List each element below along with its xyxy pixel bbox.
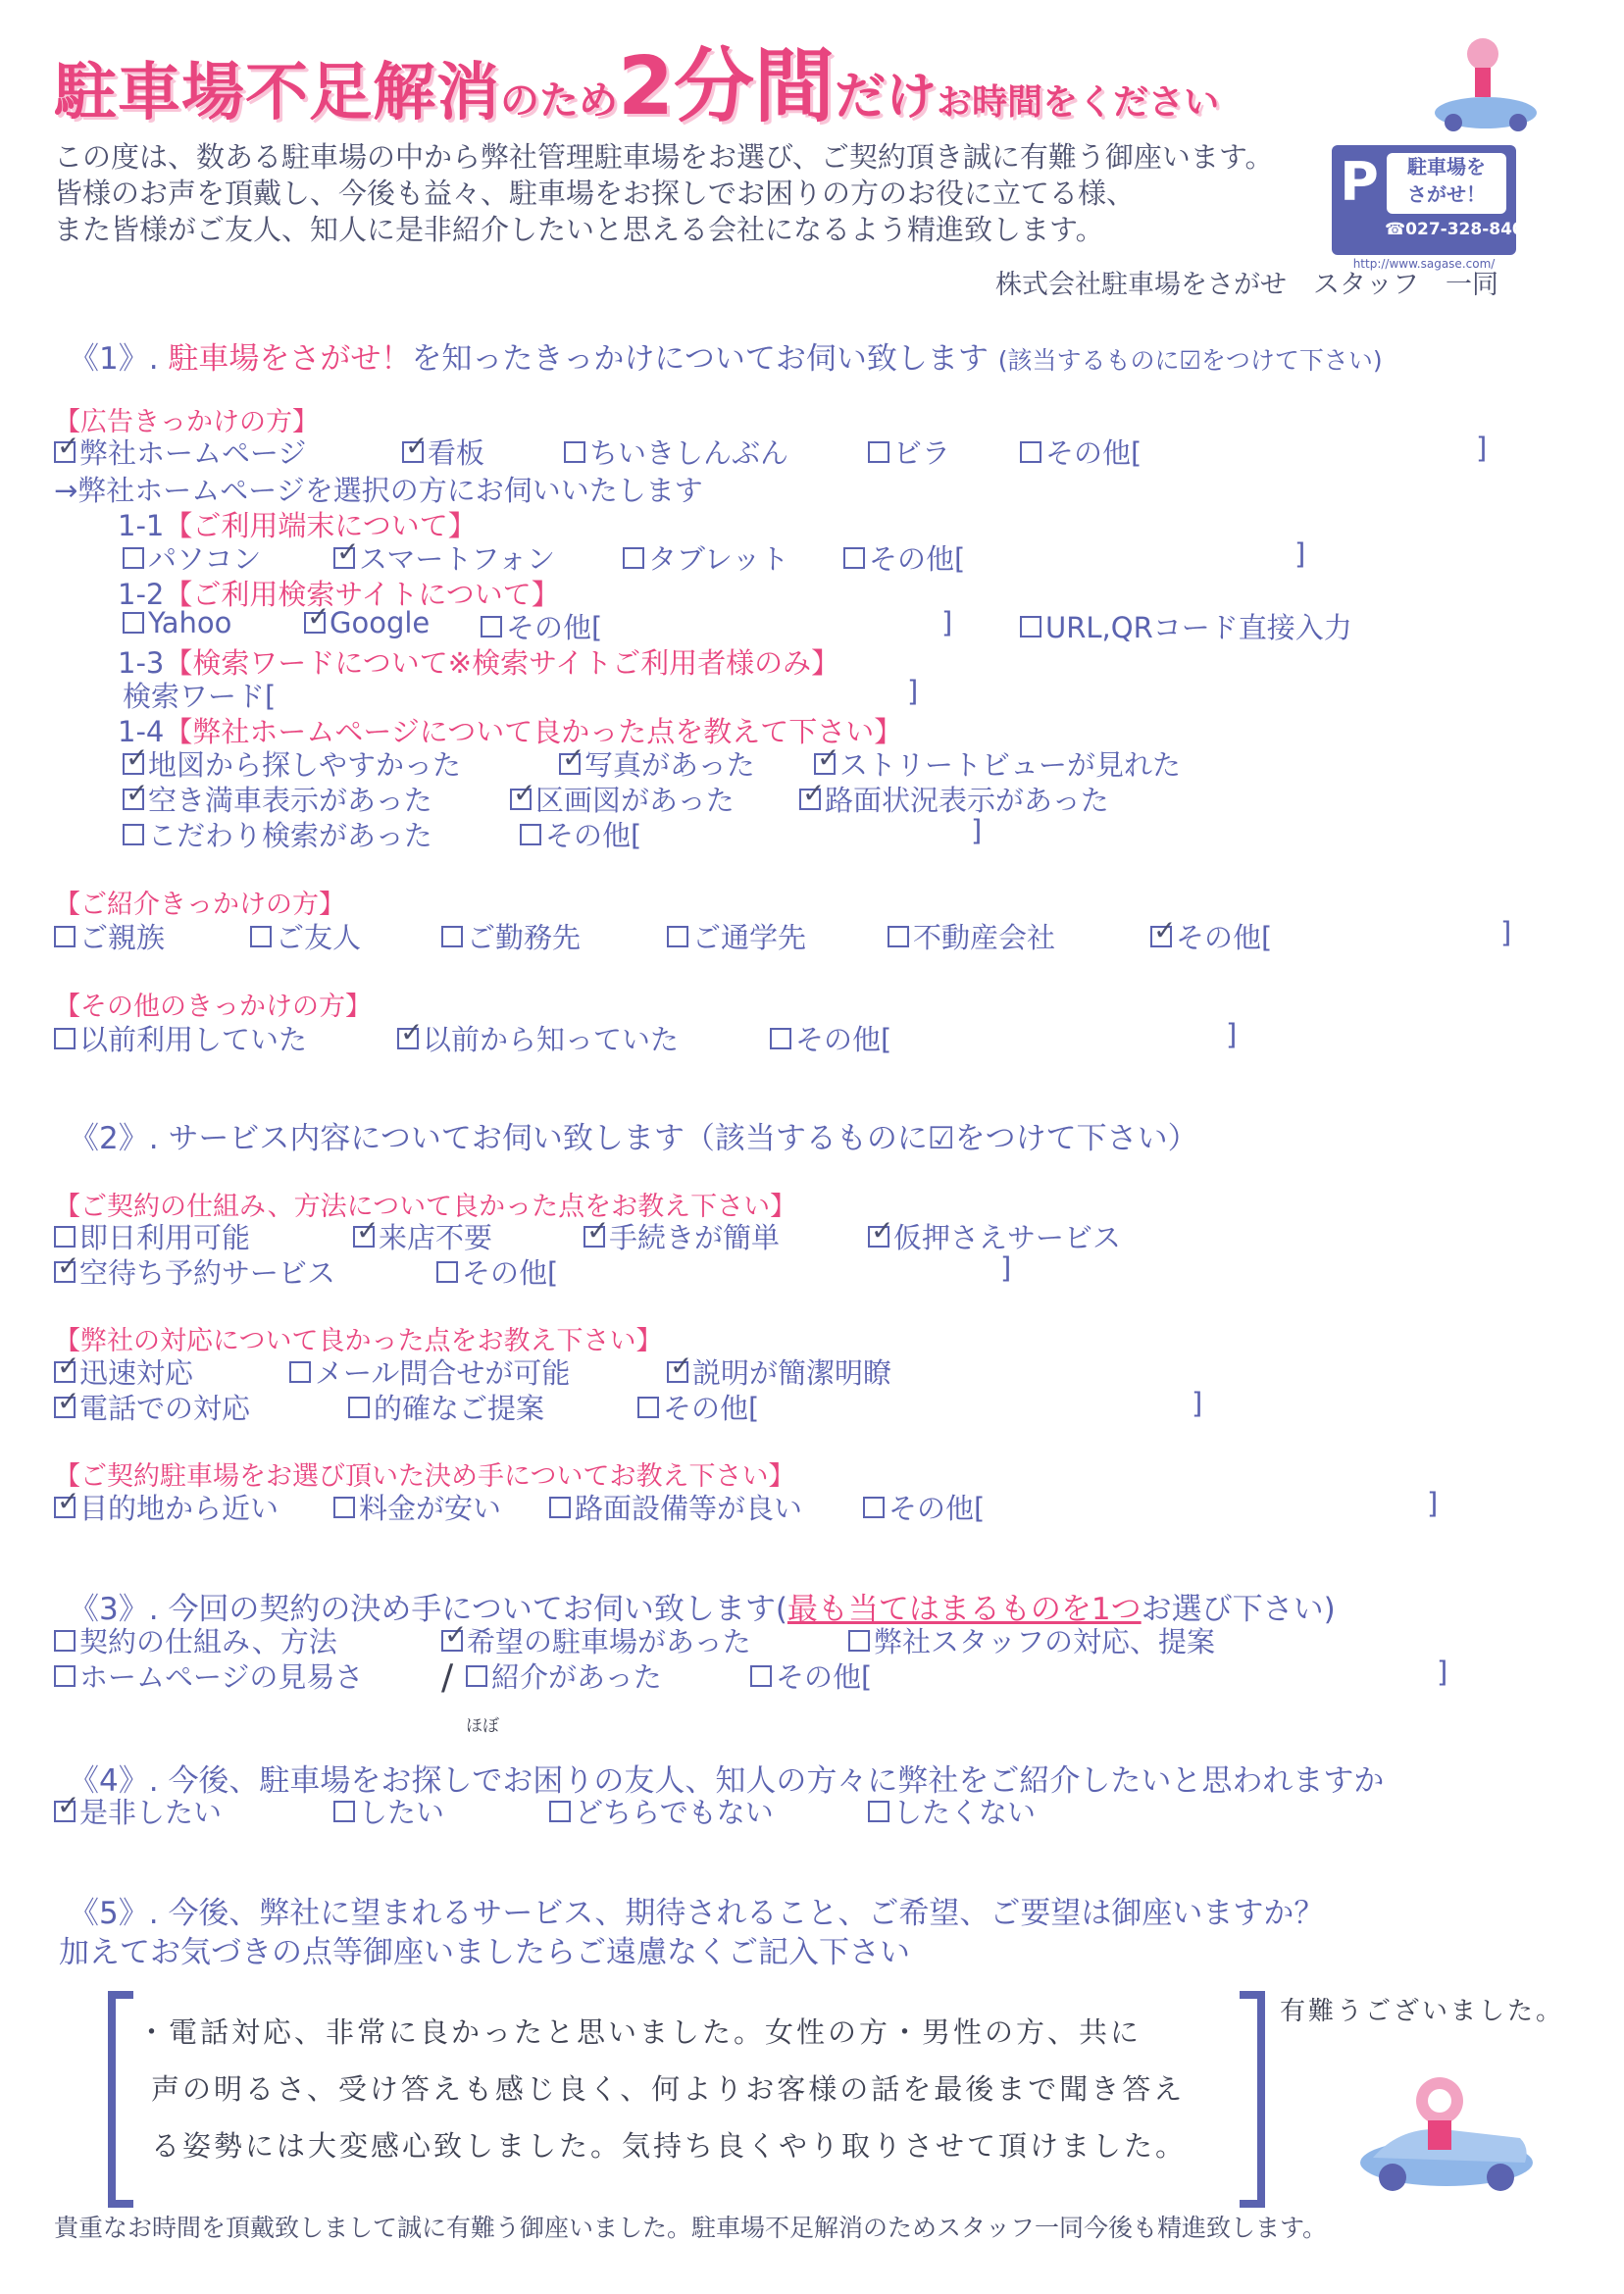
option-no-visit[interactable] xyxy=(353,1216,492,1256)
checkbox[interactable] xyxy=(123,547,144,569)
q1-heading xyxy=(69,333,1383,378)
checkbox-checked[interactable] xyxy=(304,612,326,634)
checkbox[interactable] xyxy=(54,1226,76,1248)
decision-category: 【ご契約駐車場をお選び頂いた決め手についてお教え下さい】 xyxy=(54,1461,795,1492)
option-label: 手続きが簡単 xyxy=(609,1221,781,1254)
option-near-destination[interactable] xyxy=(54,1487,279,1527)
option-label: 是非したい xyxy=(79,1796,223,1829)
option-label: こだわり検索があった xyxy=(148,819,432,852)
option-response-other[interactable] xyxy=(637,1387,759,1427)
mascot-car-icon xyxy=(1353,2069,1540,2197)
option-label: ちいきしんぶん xyxy=(589,436,789,470)
title-part-1: 駐車場不足解消 xyxy=(54,57,500,129)
company-signature: 株式会社駐車場をさがせ スタッフ 一同 xyxy=(995,270,1498,300)
checkbox-checked[interactable] xyxy=(54,1497,76,1518)
checkbox[interactable] xyxy=(667,926,688,947)
option-smartphone[interactable] xyxy=(333,537,555,578)
q5-subtext: 加えてお気づきの点等御座いましたらご遠慮なくご記入下さい xyxy=(59,1935,910,1970)
contract-system-category: 【ご契約の仕組み、方法について良かった点をお教え下さい】 xyxy=(54,1192,797,1222)
option-vacancy[interactable] xyxy=(123,779,432,819)
option-label: 空待ち予約サービス xyxy=(79,1256,336,1290)
option-real-estate[interactable] xyxy=(888,916,1055,956)
checkbox-checked[interactable] xyxy=(54,1801,76,1822)
checkbox[interactable] xyxy=(549,1497,571,1518)
checkbox[interactable] xyxy=(333,1801,355,1822)
option-label: したい xyxy=(359,1796,445,1829)
checkbox-checked[interactable] xyxy=(441,1630,463,1652)
checkbox[interactable] xyxy=(436,1261,458,1283)
checkbox[interactable] xyxy=(888,926,909,947)
option-label: 希望の駐車場があった xyxy=(467,1625,751,1658)
option-decision-other[interactable] xyxy=(863,1487,985,1527)
checkbox[interactable] xyxy=(750,1665,772,1687)
q1-text: を知ったきっかけについてお伺い致します xyxy=(411,341,989,377)
intro-line-1: この度は、数ある駐車場の中から弊社管理駐車場をお選び、ご契約頂き誠に有難う御座います。 xyxy=(54,140,1274,174)
option-label: その他[ xyxy=(506,611,603,644)
checkbox[interactable] xyxy=(623,547,644,569)
checkbox[interactable] xyxy=(289,1361,311,1383)
handwritten-thanks: 有難うございました。 xyxy=(1280,1997,1565,2026)
checkbox[interactable] xyxy=(54,1665,76,1687)
option-other-other[interactable] xyxy=(770,1018,891,1058)
option-label: 看板 xyxy=(428,436,485,470)
option-label: その他[ xyxy=(888,1492,986,1525)
option-label: その他[ xyxy=(776,1660,873,1694)
option-label: URL,QRコード直接入力 xyxy=(1045,611,1352,644)
option-label: 電話での対応 xyxy=(79,1392,251,1425)
search-word-field[interactable]: 検索ワード[ xyxy=(123,680,277,713)
q5-num: 《5》. xyxy=(69,1896,159,1931)
option-label: 以前利用していた xyxy=(79,1023,308,1056)
option-label: その他[ xyxy=(545,819,642,852)
option-label: 即日利用可能 xyxy=(79,1221,251,1254)
checkbox[interactable] xyxy=(564,441,585,463)
subsection-title: 【弊社ホームページについて良かった点を教えて下さい】 xyxy=(164,715,903,748)
option-ad-other[interactable] xyxy=(1020,432,1142,472)
bracket-close: ] xyxy=(907,675,919,708)
footer-message: 貴重なお時間を頂戴致しまして誠に有難う御座いました。駐車場不足解消のためスタッフ一同今後も精進致します。 xyxy=(54,2214,1328,2242)
intro-line-2: 皆様のお声を頂戴し、今後も益々、駐車場をお探しでお困りの方のお役に立てる様、 xyxy=(54,177,1136,210)
subsection-title: 【ご利用検索サイトについて】 xyxy=(164,578,560,611)
bracket-close: ] xyxy=(1226,1018,1238,1051)
checkbox-checked[interactable] xyxy=(123,789,144,810)
option-flyer[interactable] xyxy=(868,432,950,472)
q2-num: 《2》. xyxy=(69,1121,159,1156)
checkbox-checked[interactable] xyxy=(54,1397,76,1418)
checkbox[interactable] xyxy=(868,1801,889,1822)
option-url-qr[interactable] xyxy=(1020,606,1352,646)
option-label: 料金が安い xyxy=(359,1492,502,1525)
option-proposal[interactable] xyxy=(348,1387,544,1427)
option-workplace[interactable] xyxy=(441,916,581,956)
checkbox-checked[interactable] xyxy=(397,1028,419,1049)
q4-num: 《4》. xyxy=(69,1763,159,1799)
option-website-readability[interactable] xyxy=(54,1656,363,1696)
option-merit-other[interactable] xyxy=(520,814,641,854)
checkbox-checked[interactable] xyxy=(667,1361,688,1383)
intro-line-3: また皆様がご友人、知人に是非紹介したいと思える会社になるよう精進致します。 xyxy=(54,213,1104,246)
comment-box[interactable] xyxy=(108,1991,1265,2192)
checkbox[interactable] xyxy=(1020,616,1041,637)
option-school[interactable] xyxy=(667,916,806,956)
option-pc[interactable] xyxy=(123,537,261,578)
option-label: Google xyxy=(330,606,431,639)
logo-line-1: 駐車場を xyxy=(1407,155,1486,178)
option-label: 仮押さえサービス xyxy=(893,1221,1122,1254)
bracket-close: ] xyxy=(971,814,983,847)
option-neutral[interactable] xyxy=(549,1791,774,1831)
checkbox[interactable] xyxy=(843,547,865,569)
subsection-num: 1-4 xyxy=(118,715,165,748)
comment-line-2: 声の明るさ、受け答えも感じ良く、何よりお客様の話を最後まで聞き答え xyxy=(151,2072,1186,2106)
checkbox[interactable] xyxy=(348,1397,370,1418)
option-label: 写真があった xyxy=(584,748,755,782)
checkbox[interactable] xyxy=(868,441,889,463)
option-label: 以前から知っていた xyxy=(423,1023,680,1056)
checkbox-checked[interactable] xyxy=(54,441,76,463)
option-device-other[interactable] xyxy=(843,537,965,578)
checkbox-checked[interactable] xyxy=(814,753,836,775)
q3-text: 今回の契約の決め手についてお伺い致します( xyxy=(168,1592,787,1627)
option-label: ご友人 xyxy=(276,921,362,954)
checkbox[interactable] xyxy=(637,1397,659,1418)
checkbox[interactable] xyxy=(333,1497,355,1518)
checkbox-checked[interactable] xyxy=(333,547,355,569)
option-label: ストリートビューが見れた xyxy=(839,748,1182,782)
option-label: タブレット xyxy=(648,542,789,576)
checkbox-checked[interactable] xyxy=(559,753,581,775)
bracket-close: ] xyxy=(1192,1387,1203,1420)
option-phone-response[interactable] xyxy=(54,1387,250,1427)
option-search-other[interactable] xyxy=(481,606,602,646)
logo-text xyxy=(1387,153,1506,214)
checkbox[interactable] xyxy=(466,1665,487,1687)
option-contract-other[interactable] xyxy=(436,1251,558,1292)
option-label: 契約の仕組み、方法 xyxy=(79,1625,337,1658)
response-category: 【弊社の対応について良かった点をお教え下さい】 xyxy=(54,1326,663,1356)
subsection-num: 1-1 xyxy=(118,509,165,542)
mascot-car-icon xyxy=(1432,25,1540,132)
option-label: その他[ xyxy=(462,1256,559,1290)
option-desired-parking[interactable] xyxy=(441,1620,751,1660)
checkbox[interactable] xyxy=(549,1801,571,1822)
option-temporary-hold[interactable] xyxy=(868,1216,1121,1256)
option-label: 紹介があった xyxy=(491,1660,662,1694)
option-label: ご通学先 xyxy=(692,921,807,954)
option-label: Yahoo xyxy=(148,606,232,639)
option-label: 目的地から近い xyxy=(79,1492,279,1525)
introduction-category: 【ご紹介きっかけの方】 xyxy=(54,890,345,920)
checkbox-checked[interactable] xyxy=(510,789,532,810)
logo-url: http://www.sagase.com/ xyxy=(1352,257,1496,271)
option-label: パソコン xyxy=(148,542,262,576)
title-part-2: のため xyxy=(500,78,618,124)
option-friends[interactable] xyxy=(250,916,361,956)
option-easy-procedure[interactable] xyxy=(584,1216,780,1256)
other-category: 【その他のきっかけの方】 xyxy=(54,992,372,1022)
company-logo xyxy=(1332,145,1536,271)
checkbox[interactable] xyxy=(848,1630,870,1652)
q2-text: サービス内容についてお伺い致します（該当するものに☑をつけて下さい） xyxy=(168,1121,1198,1156)
option-label: 区画図があった xyxy=(535,784,735,817)
option-label: その他[ xyxy=(1045,436,1142,470)
q2-heading xyxy=(69,1113,1198,1157)
checkbox[interactable] xyxy=(481,616,502,637)
comment-line-1: ・電話対応、非常に良かったと思いました。女性の方・男性の方、共に xyxy=(137,2015,1142,2049)
option-good-facilities[interactable] xyxy=(549,1487,802,1527)
website-followup: →弊社ホームページを選択の方にお伺いいたします xyxy=(54,474,703,507)
option-label: ご勤務先 xyxy=(467,921,582,954)
option-label: その他[ xyxy=(795,1023,892,1056)
option-label: 迅速対応 xyxy=(79,1356,194,1390)
option-would-not[interactable] xyxy=(868,1791,1036,1831)
bracket-close: ] xyxy=(1427,1487,1439,1520)
option-label: 地図から探しやすかった xyxy=(148,748,462,782)
option-detailed-search[interactable] xyxy=(123,814,432,854)
subsection-num: 1-2 xyxy=(118,578,165,611)
comment-line-3: る姿勢には大変感心致しました。気持ち良くやり取りさせて頂けました。 xyxy=(151,2129,1188,2163)
title-part-3: 2分間 xyxy=(618,40,836,133)
option-referral[interactable] xyxy=(466,1656,662,1696)
option-label: したくない xyxy=(893,1796,1037,1829)
option-label: スマートフォン xyxy=(359,542,556,576)
option-relatives[interactable] xyxy=(54,916,165,956)
bracket-close: ] xyxy=(1000,1251,1012,1285)
option-label: その他[ xyxy=(869,542,966,576)
option-staff-response[interactable] xyxy=(848,1620,1215,1660)
subsection-num: 1-3 xyxy=(118,646,165,680)
option-yahoo[interactable] xyxy=(123,606,231,639)
logo-tel: ☎027-328-8401 xyxy=(1385,220,1536,239)
option-email-inquiry[interactable] xyxy=(289,1351,570,1392)
title-part-5: お時間をください xyxy=(937,82,1220,123)
option-low-price[interactable] xyxy=(333,1487,501,1527)
page-title xyxy=(54,40,1220,133)
q1-brand: 駐車場をさがせ！ xyxy=(168,341,412,377)
option-street-view[interactable] xyxy=(814,743,1181,784)
option-road-condition[interactable] xyxy=(799,779,1109,819)
option-local-newspaper[interactable] xyxy=(564,432,788,472)
q3-emphasis: 最も当てはまるものを1つ xyxy=(787,1592,1142,1627)
option-label: メール問合せが可能 xyxy=(315,1356,571,1390)
checkbox-checked[interactable] xyxy=(584,1226,605,1248)
ad-category: 【広告きっかけの方】 xyxy=(54,407,319,437)
option-label: 的確なご提案 xyxy=(374,1392,545,1425)
checkbox-checked[interactable] xyxy=(402,441,424,463)
subsection-title: 【検索ワードについて※検索サイトご利用者様のみ】 xyxy=(164,646,840,680)
option-label: その他[ xyxy=(1176,921,1273,954)
checkbox[interactable] xyxy=(123,824,144,845)
option-map-search[interactable] xyxy=(123,743,461,784)
option-intro-other[interactable] xyxy=(1150,916,1272,956)
checkbox[interactable] xyxy=(863,1497,885,1518)
checkbox[interactable] xyxy=(250,926,272,947)
option-label: どちらでもない xyxy=(575,1796,774,1829)
option-clear-explanation[interactable] xyxy=(667,1351,891,1392)
option-label: ホームページの見易さ xyxy=(79,1660,364,1694)
q1-num: 《1》. xyxy=(69,341,159,377)
option-label: ご親族 xyxy=(79,921,166,954)
q3-num: 《3》. xyxy=(69,1592,159,1627)
bracket-close: ] xyxy=(1437,1656,1448,1689)
option-website[interactable] xyxy=(54,432,306,472)
checkbox-checked[interactable] xyxy=(1150,926,1172,947)
q5-heading xyxy=(69,1888,1324,1932)
checkbox[interactable] xyxy=(520,824,541,845)
option-label: 路面状況表示があった xyxy=(825,784,1109,817)
option-lot-map[interactable] xyxy=(510,779,735,819)
bracket-right xyxy=(1240,1991,1265,2208)
checkbox[interactable] xyxy=(770,1028,791,1049)
checkbox-checked[interactable] xyxy=(353,1226,375,1248)
checkbox[interactable] xyxy=(123,612,144,634)
option-label: 来店不要 xyxy=(379,1221,493,1254)
checkbox-checked[interactable] xyxy=(799,789,821,810)
option-used-before[interactable] xyxy=(54,1018,307,1058)
option-photos[interactable] xyxy=(559,743,755,784)
bracket-close: ] xyxy=(941,606,953,639)
option-q3-other[interactable] xyxy=(750,1656,872,1696)
q1-note: (該当するものに☑をつけて下さい) xyxy=(997,346,1383,375)
option-google[interactable] xyxy=(304,606,430,639)
option-tablet[interactable] xyxy=(623,537,789,578)
option-signboard[interactable] xyxy=(402,432,484,472)
checkbox-checked[interactable] xyxy=(123,753,144,775)
option-label: 不動産会社 xyxy=(913,921,1056,954)
option-label: 路面設備等が良い xyxy=(575,1492,803,1525)
option-label: 弊社スタッフの対応、提案 xyxy=(874,1625,1216,1658)
option-label: 空き満車表示があった xyxy=(148,784,432,817)
option-waitlist[interactable] xyxy=(54,1251,335,1292)
checkbox-checked[interactable] xyxy=(868,1226,889,1248)
checkbox[interactable] xyxy=(1020,441,1041,463)
logo-p-icon: P xyxy=(1340,151,1379,213)
option-definitely[interactable] xyxy=(54,1791,222,1831)
option-label: ビラ xyxy=(893,436,951,470)
checkbox[interactable] xyxy=(54,926,76,947)
bracket-close: ] xyxy=(1476,432,1488,465)
bracket-close: ] xyxy=(1294,537,1306,571)
checkbox-checked[interactable] xyxy=(54,1361,76,1383)
logo-line-2: さがせ！ xyxy=(1407,182,1486,206)
option-would[interactable] xyxy=(333,1791,444,1831)
subsection-title: 【ご利用端末について】 xyxy=(164,509,477,542)
option-label: 説明が簡潔明瞭 xyxy=(692,1356,892,1390)
q3-text-2: お選び下さい) xyxy=(1141,1592,1336,1627)
checkbox[interactable] xyxy=(54,1028,76,1049)
option-contract-system[interactable] xyxy=(54,1620,337,1660)
title-part-4: だけ xyxy=(835,68,938,127)
handwritten-slash: / xyxy=(441,1657,454,1698)
bracket-close: ] xyxy=(1500,916,1512,949)
option-label: その他[ xyxy=(663,1392,760,1425)
option-same-day[interactable] xyxy=(54,1216,250,1256)
checkbox[interactable] xyxy=(54,1630,76,1652)
checkbox[interactable] xyxy=(441,926,463,947)
option-knew-before[interactable] xyxy=(397,1018,679,1058)
q4-text: 今後、駐車場をお探しでお困りの友人、知人の方々に弊社をご紹介したいと思われますか xyxy=(168,1763,1385,1799)
option-label: 弊社ホームページ xyxy=(79,436,307,470)
checkbox-checked[interactable] xyxy=(54,1261,76,1283)
q5-text: 今後、弊社に望まれるサービス、期待されること、ご希望、ご要望は御座いますか？ xyxy=(168,1896,1325,1931)
handwritten-note: ほぼ xyxy=(466,1716,499,1736)
bracket-left xyxy=(108,1991,133,2208)
